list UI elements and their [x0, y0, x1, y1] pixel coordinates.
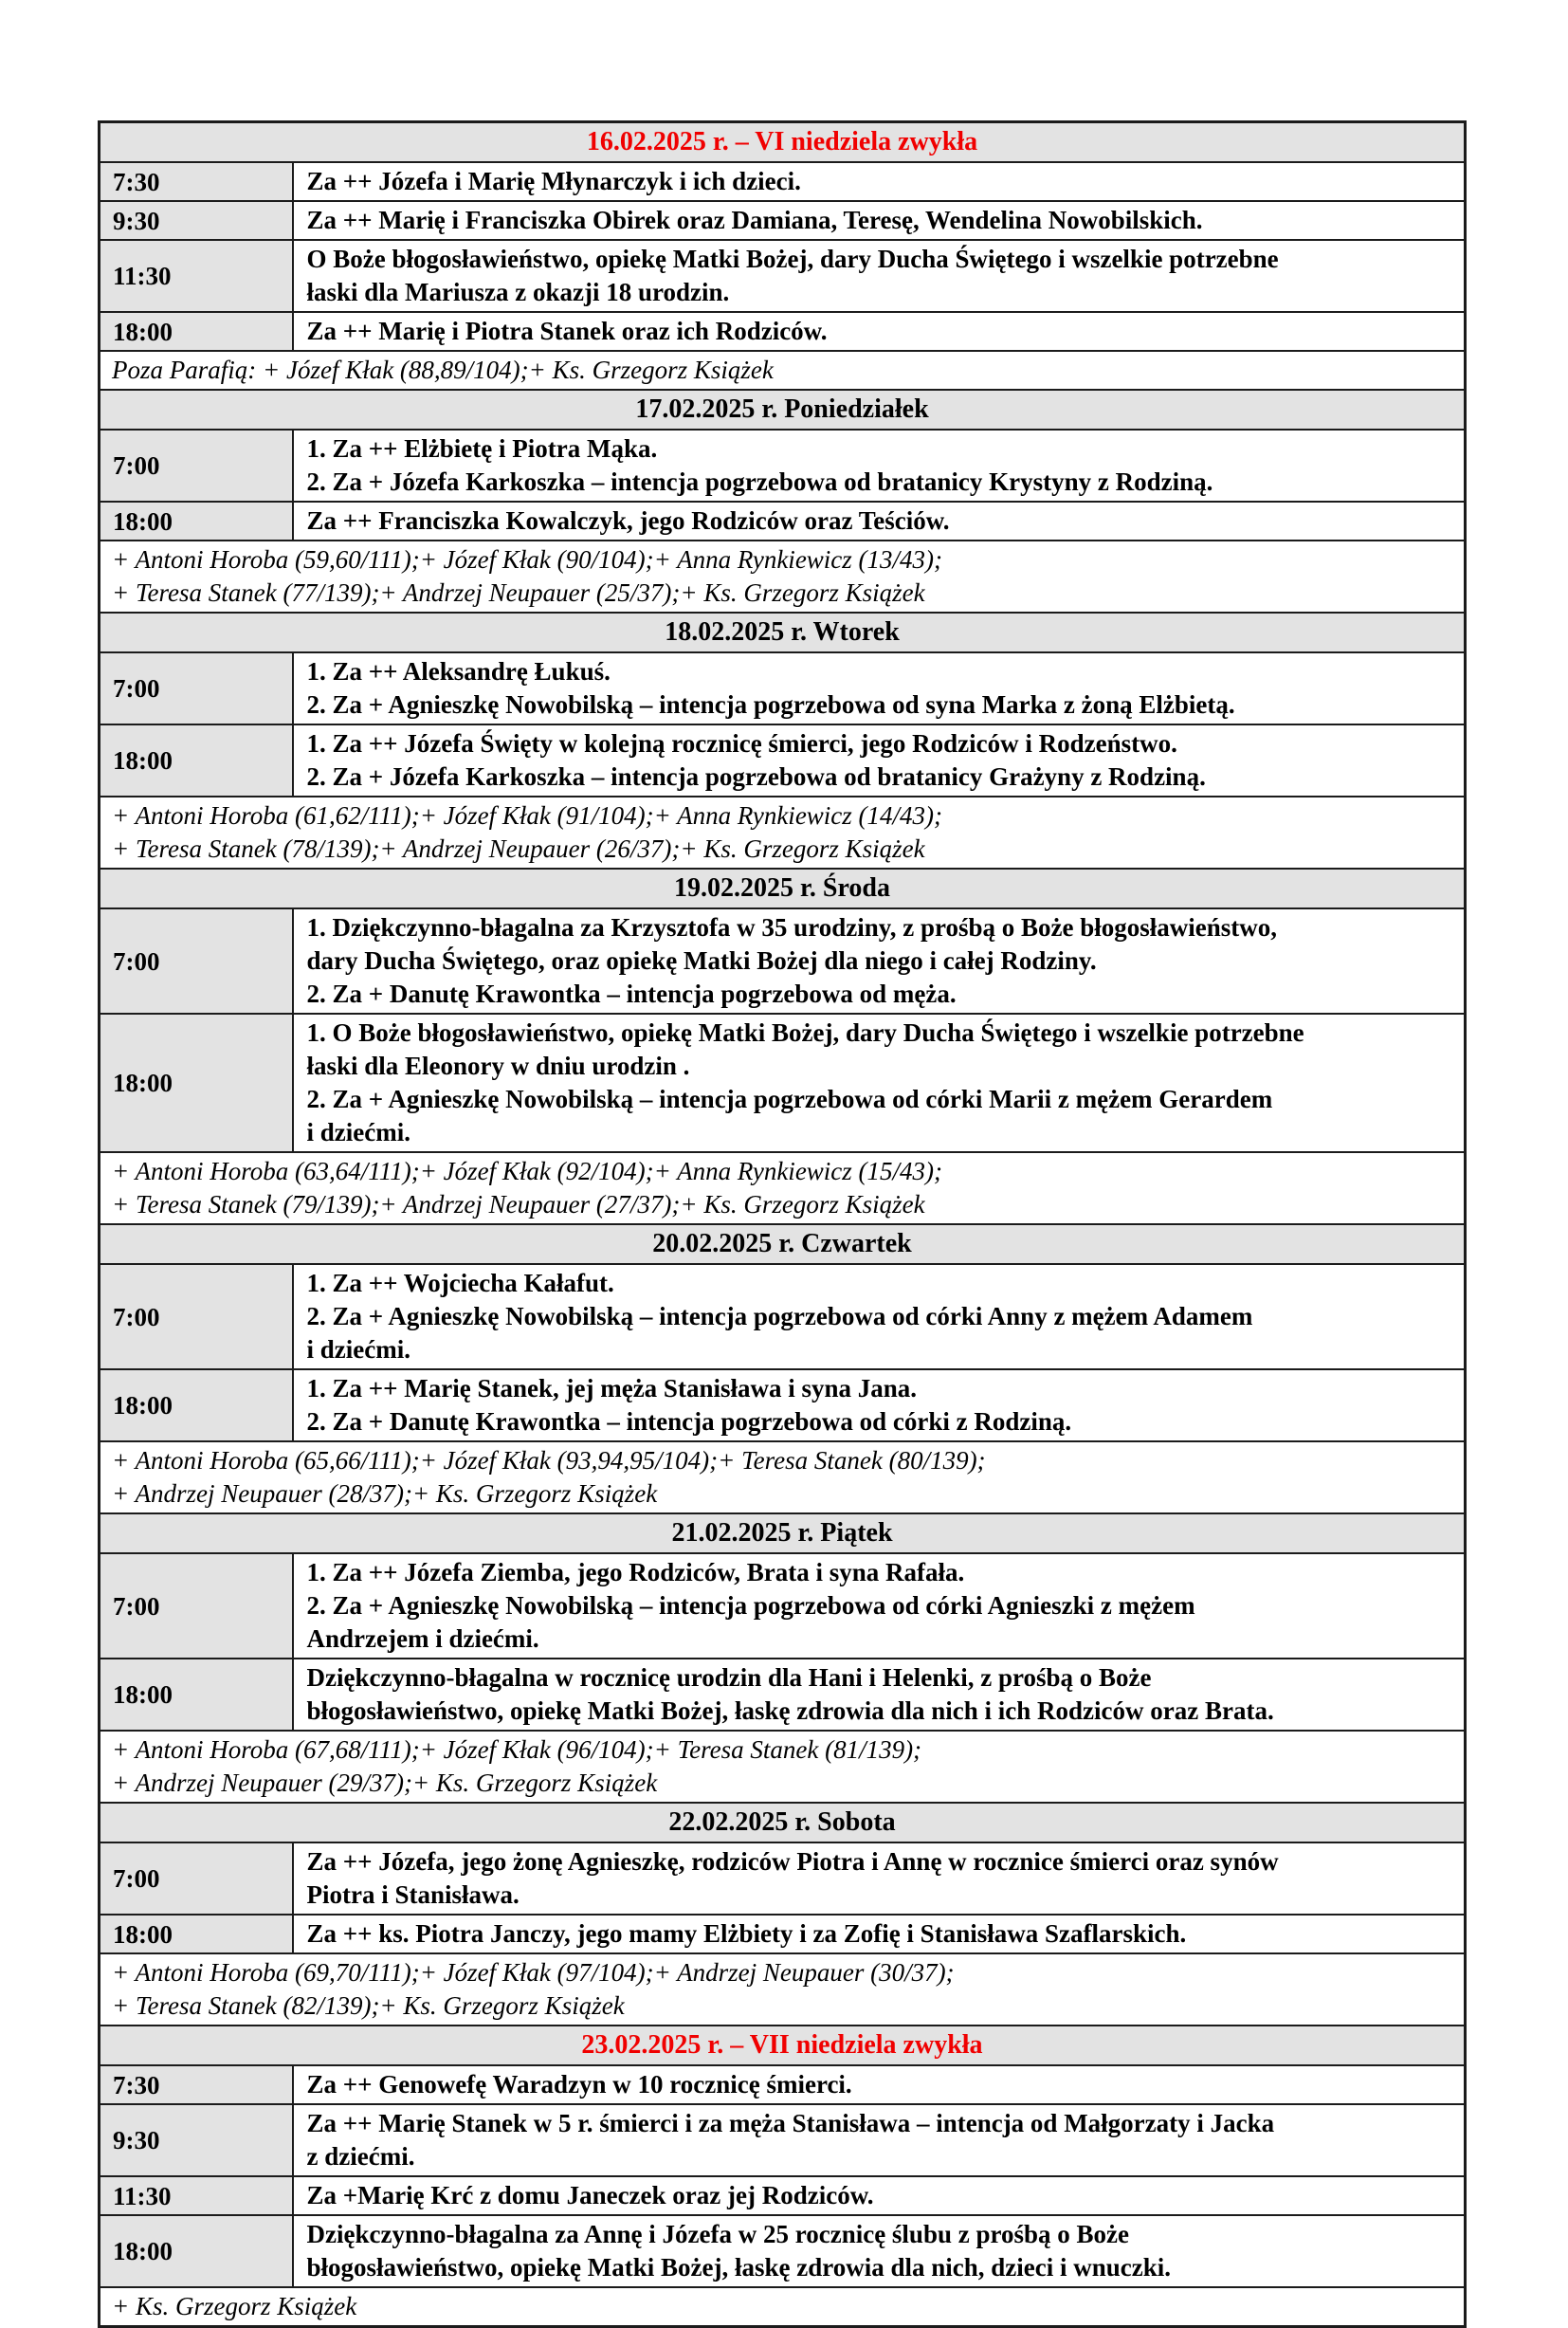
mass-row — [100, 1915, 1466, 1953]
note-row — [100, 1441, 1466, 1513]
section-header-row — [100, 1803, 1466, 1842]
note-row — [100, 797, 1466, 869]
intention-line: 1. Za ++ Elżbietę i Piotra Mąka. — [306, 434, 658, 463]
section-date-header-5: 21.02.2025 r. Piątek — [100, 1513, 1466, 1553]
section-header-row — [100, 613, 1466, 652]
intention-line: Andrzejem i dziećmi. — [306, 1624, 539, 1653]
mass-time: 11:30 — [100, 240, 293, 312]
intention-line: O Boże błogosławieństwo, opiekę Matki Bożej, dary Ducha Świętego i wszelkie potrzebne — [306, 245, 1279, 273]
note-line: + Teresa Stanek (77/139);+ Andrzej Neupauer (25/37);+ Ks. Grzegorz Książek — [112, 578, 925, 607]
intention-line: Za ++ Genowefę Waradzyn w 10 rocznicę śmierci. — [306, 2070, 852, 2099]
mass-time: 18:00 — [100, 312, 293, 351]
mass-time: 9:30 — [100, 2104, 293, 2176]
note-row — [100, 541, 1466, 613]
mass-intentions-table — [98, 120, 1467, 2328]
intention-line: 2. Za + Józefa Karkoszka – intencja pogrzebowa od bratanicy Grażyny z Rodziną. — [306, 762, 1206, 791]
intention-line: błogosławieństwo, opiekę Matki Bożej, łaskę zdrowia dla nich, dzieci i wnuczki. — [306, 2253, 1172, 2282]
intention-line: Za ++ Marię i Franciszka Obirek oraz Damiana, Teresę, Wendelina Nowobilskich. — [306, 206, 1203, 234]
note-line: + Teresa Stanek (82/139);+ Ks. Grzegorz Książek — [112, 1991, 625, 2020]
intention-line: łaski dla Eleonory w dniu urodzin . — [306, 1052, 690, 1080]
note-line: + Andrzej Neupauer (28/37);+ Ks. Grzegorz Książek — [112, 1479, 658, 1508]
mass-time: 9:30 — [100, 201, 293, 240]
mass-time: 7:00 — [100, 908, 293, 1014]
intention-line: Za ++ Józefa, jego żonę Agnieszkę, rodziców Piotra i Annę w rocznice śmierci oraz synów — [306, 1847, 1279, 1876]
mass-row — [100, 240, 1466, 312]
section-date-header-7: 23.02.2025 r. – VII niedziela zwykła — [100, 2026, 1466, 2065]
mass-time: 18:00 — [100, 1659, 293, 1731]
section-date-header-4: 20.02.2025 r. Czwartek — [100, 1224, 1466, 1264]
mass-row — [100, 2065, 1466, 2104]
note-line: + Antoni Horoba (59,60/111);+ Józef Kłak (90/104);+ Anna Rynkiewicz (13/43); — [112, 545, 943, 574]
mass-intention — [293, 502, 1466, 541]
mass-row — [100, 2176, 1466, 2215]
intention-line: Za ++ Marię i Piotra Stanek oraz ich Rodziców. — [306, 317, 828, 345]
mass-row — [100, 201, 1466, 240]
priests-away-note — [100, 1441, 1466, 1513]
intention-line: 1. Za ++ Aleksandrę Łukuś. — [306, 657, 611, 686]
section-header-row — [100, 1224, 1466, 1264]
intention-line: 1. Za ++ Wojciecha Kałafut. — [306, 1269, 614, 1297]
mass-time: 7:00 — [100, 1264, 293, 1369]
section-header-row — [100, 390, 1466, 430]
mass-row — [100, 430, 1466, 502]
intention-line: i dziećmi. — [306, 1118, 410, 1146]
mass-row — [100, 502, 1466, 541]
note-line: + Teresa Stanek (78/139);+ Andrzej Neupauer (26/37);+ Ks. Grzegorz Książek — [112, 834, 925, 863]
intention-line: łaski dla Mariusza z okazji 18 urodzin. — [306, 278, 730, 306]
schedule-body — [100, 122, 1466, 2327]
intention-line: 2. Za + Agnieszkę Nowobilską – intencja pogrzebowa od syna Marka z żoną Elżbietą. — [306, 690, 1235, 719]
mass-intention — [293, 1553, 1466, 1659]
priests-away-note — [100, 541, 1466, 613]
mass-row — [100, 652, 1466, 724]
intention-line: Za ++ ks. Piotra Janczy, jego mamy Elżbiety i za Zofię i Stanisława Szaflarskich. — [306, 1919, 1187, 1948]
mass-row — [100, 1369, 1466, 1441]
mass-row — [100, 724, 1466, 797]
mass-time: 11:30 — [100, 2176, 293, 2215]
note-row — [100, 2287, 1466, 2327]
mass-intention — [293, 2065, 1466, 2104]
mass-time: 18:00 — [100, 724, 293, 797]
intention-line: 1. Za ++ Józefa Święty w kolejną rocznicę śmierci, jego Rodziców i Rodzeństwo. — [306, 729, 1177, 758]
intention-line: dary Ducha Świętego, oraz opiekę Matki Bożej dla niego i całej Rodziny. — [306, 946, 1097, 975]
mass-row — [100, 312, 1466, 351]
mass-time: 18:00 — [100, 1369, 293, 1441]
mass-time: 7:30 — [100, 2065, 293, 2104]
mass-time: 18:00 — [100, 1915, 293, 1953]
intention-line: 2. Za + Józefa Karkoszka – intencja pogrzebowa od bratanicy Krystyny z Rodziną. — [306, 467, 1213, 496]
note-line: + Antoni Horoba (65,66/111);+ Józef Kłak (93,94,95/104);+ Teresa Stanek (80/139); — [112, 1446, 986, 1475]
section-date-header-2: 18.02.2025 r. Wtorek — [100, 613, 1466, 652]
priests-away-note — [100, 351, 1466, 390]
intention-line: i dziećmi. — [306, 1335, 410, 1364]
section-header-row — [100, 869, 1466, 908]
note-row — [100, 1953, 1466, 2026]
mass-row — [100, 162, 1466, 201]
intention-line: 2. Za + Agnieszkę Nowobilską – intencja pogrzebowa od córki Anny z mężem Adamem — [306, 1302, 1253, 1330]
section-date-header-1: 17.02.2025 r. Poniedziałek — [100, 390, 1466, 430]
intention-line: 1. O Boże błogosławieństwo, opiekę Matki Bożej, dary Ducha Świętego i wszelkie potrzebne — [306, 1018, 1304, 1047]
intention-line: 1. Za ++ Józefa Ziemba, jego Rodziców, Brata i syna Rafała. — [306, 1558, 965, 1586]
mass-intention — [293, 2215, 1466, 2287]
note-row — [100, 351, 1466, 390]
mass-time: 18:00 — [100, 2215, 293, 2287]
section-header-row — [100, 1513, 1466, 1553]
intention-line: Za ++ Józefa i Marię Młynarczyk i ich dzieci. — [306, 167, 801, 195]
mass-row — [100, 1553, 1466, 1659]
note-line: + Teresa Stanek (79/139);+ Andrzej Neupauer (27/37);+ Ks. Grzegorz Książek — [112, 1190, 925, 1219]
priests-away-note — [100, 1953, 1466, 2026]
note-line: Poza Parafią: + Józef Kłak (88,89/104);+ Ks. Grzegorz Książek — [112, 356, 774, 384]
mass-intention — [293, 430, 1466, 502]
intention-line: Za +Marię Krć z domu Janeczek oraz jej Rodziców. — [306, 2181, 874, 2209]
mass-row — [100, 2215, 1466, 2287]
mass-intention — [293, 312, 1466, 351]
mass-intention — [293, 162, 1466, 201]
mass-intention — [293, 908, 1466, 1014]
note-line: + Antoni Horoba (61,62/111);+ Józef Kłak (91/104);+ Anna Rynkiewicz (14/43); — [112, 801, 943, 830]
note-line: + Ks. Grzegorz Książek — [112, 2292, 357, 2320]
intention-line: Za ++ Franciszka Kowalczyk, jego Rodziców oraz Teściów. — [306, 506, 950, 535]
intention-line: Piotra i Stanisława. — [306, 1880, 520, 1909]
mass-intention — [293, 1842, 1466, 1915]
mass-row — [100, 908, 1466, 1014]
mass-row — [100, 1264, 1466, 1369]
intention-line: Za ++ Marię Stanek w 5 r. śmierci i za męża Stanisława – intencja od Małgorzaty i Jacka — [306, 2109, 1275, 2137]
mass-intention — [293, 652, 1466, 724]
mass-intention — [293, 201, 1466, 240]
priests-away-note — [100, 1731, 1466, 1803]
mass-intention — [293, 240, 1466, 312]
section-header-row — [100, 2026, 1466, 2065]
section-date-header-0: 16.02.2025 r. – VI niedziela zwykła — [100, 122, 1466, 163]
section-date-header-3: 19.02.2025 r. Środa — [100, 869, 1466, 908]
mass-intention — [293, 1264, 1466, 1369]
intention-line: z dziećmi. — [306, 2142, 415, 2171]
mass-intention — [293, 1369, 1466, 1441]
mass-time: 7:00 — [100, 430, 293, 502]
intention-line: 2. Za + Danutę Krawontka – intencja pogrzebowa od męża. — [306, 980, 957, 1008]
priests-away-note — [100, 2287, 1466, 2327]
mass-intention — [293, 2176, 1466, 2215]
mass-time: 7:00 — [100, 1553, 293, 1659]
mass-time: 7:00 — [100, 1842, 293, 1915]
note-row — [100, 1731, 1466, 1803]
mass-intention — [293, 724, 1466, 797]
section-date-header-6: 22.02.2025 r. Sobota — [100, 1803, 1466, 1842]
intention-line: 1. Dziękczynno-błagalna za Krzysztofa w 35 urodziny, z prośbą o Boże błogosławieństwo, — [306, 913, 1277, 942]
mass-intention — [293, 1915, 1466, 1953]
mass-time: 18:00 — [100, 1014, 293, 1152]
mass-intention — [293, 2104, 1466, 2176]
mass-time: 7:30 — [100, 162, 293, 201]
intention-line: Dziękczynno-błagalna w rocznicę urodzin dla Hani i Helenki, z prośbą o Boże — [306, 1663, 1152, 1692]
mass-row — [100, 1842, 1466, 1915]
note-line: + Andrzej Neupauer (29/37);+ Ks. Grzegorz Książek — [112, 1769, 658, 1797]
priests-away-note — [100, 1152, 1466, 1224]
priests-away-note — [100, 797, 1466, 869]
mass-row — [100, 1014, 1466, 1152]
note-row — [100, 1152, 1466, 1224]
intention-line: błogosławieństwo, opiekę Matki Bożej, łaskę zdrowia dla nich i ich Rodziców oraz Brata. — [306, 1696, 1274, 1725]
intention-line: 2. Za + Agnieszkę Nowobilską – intencja pogrzebowa od córki Marii z mężem Gerardem — [306, 1085, 1273, 1113]
note-line: + Antoni Horoba (63,64/111);+ Józef Kłak (92/104);+ Anna Rynkiewicz (15/43); — [112, 1157, 943, 1185]
mass-intention — [293, 1659, 1466, 1731]
mass-intention — [293, 1014, 1466, 1152]
note-line: + Antoni Horoba (69,70/111);+ Józef Kłak (97/104);+ Andrzej Neupauer (30/37); — [112, 1958, 955, 1987]
mass-time: 7:00 — [100, 652, 293, 724]
mass-time: 18:00 — [100, 502, 293, 541]
intention-line: 2. Za + Agnieszkę Nowobilską – intencja pogrzebowa od córki Agnieszki z mężem — [306, 1591, 1195, 1620]
section-header-row — [100, 122, 1466, 163]
note-line: + Antoni Horoba (67,68/111);+ Józef Kłak (96/104);+ Teresa Stanek (81/139); — [112, 1735, 922, 1764]
intention-line: 2. Za + Danutę Krawontka – intencja pogrzebowa od córki z Rodziną. — [306, 1407, 1072, 1436]
intention-line: 1. Za ++ Marię Stanek, jej męża Stanisława i syna Jana. — [306, 1374, 918, 1402]
intention-line: Dziękczynno-błagalna za Annę i Józefa w 25 rocznicę ślubu z prośbą o Boże — [306, 2220, 1129, 2248]
mass-row — [100, 1659, 1466, 1731]
mass-row — [100, 2104, 1466, 2176]
